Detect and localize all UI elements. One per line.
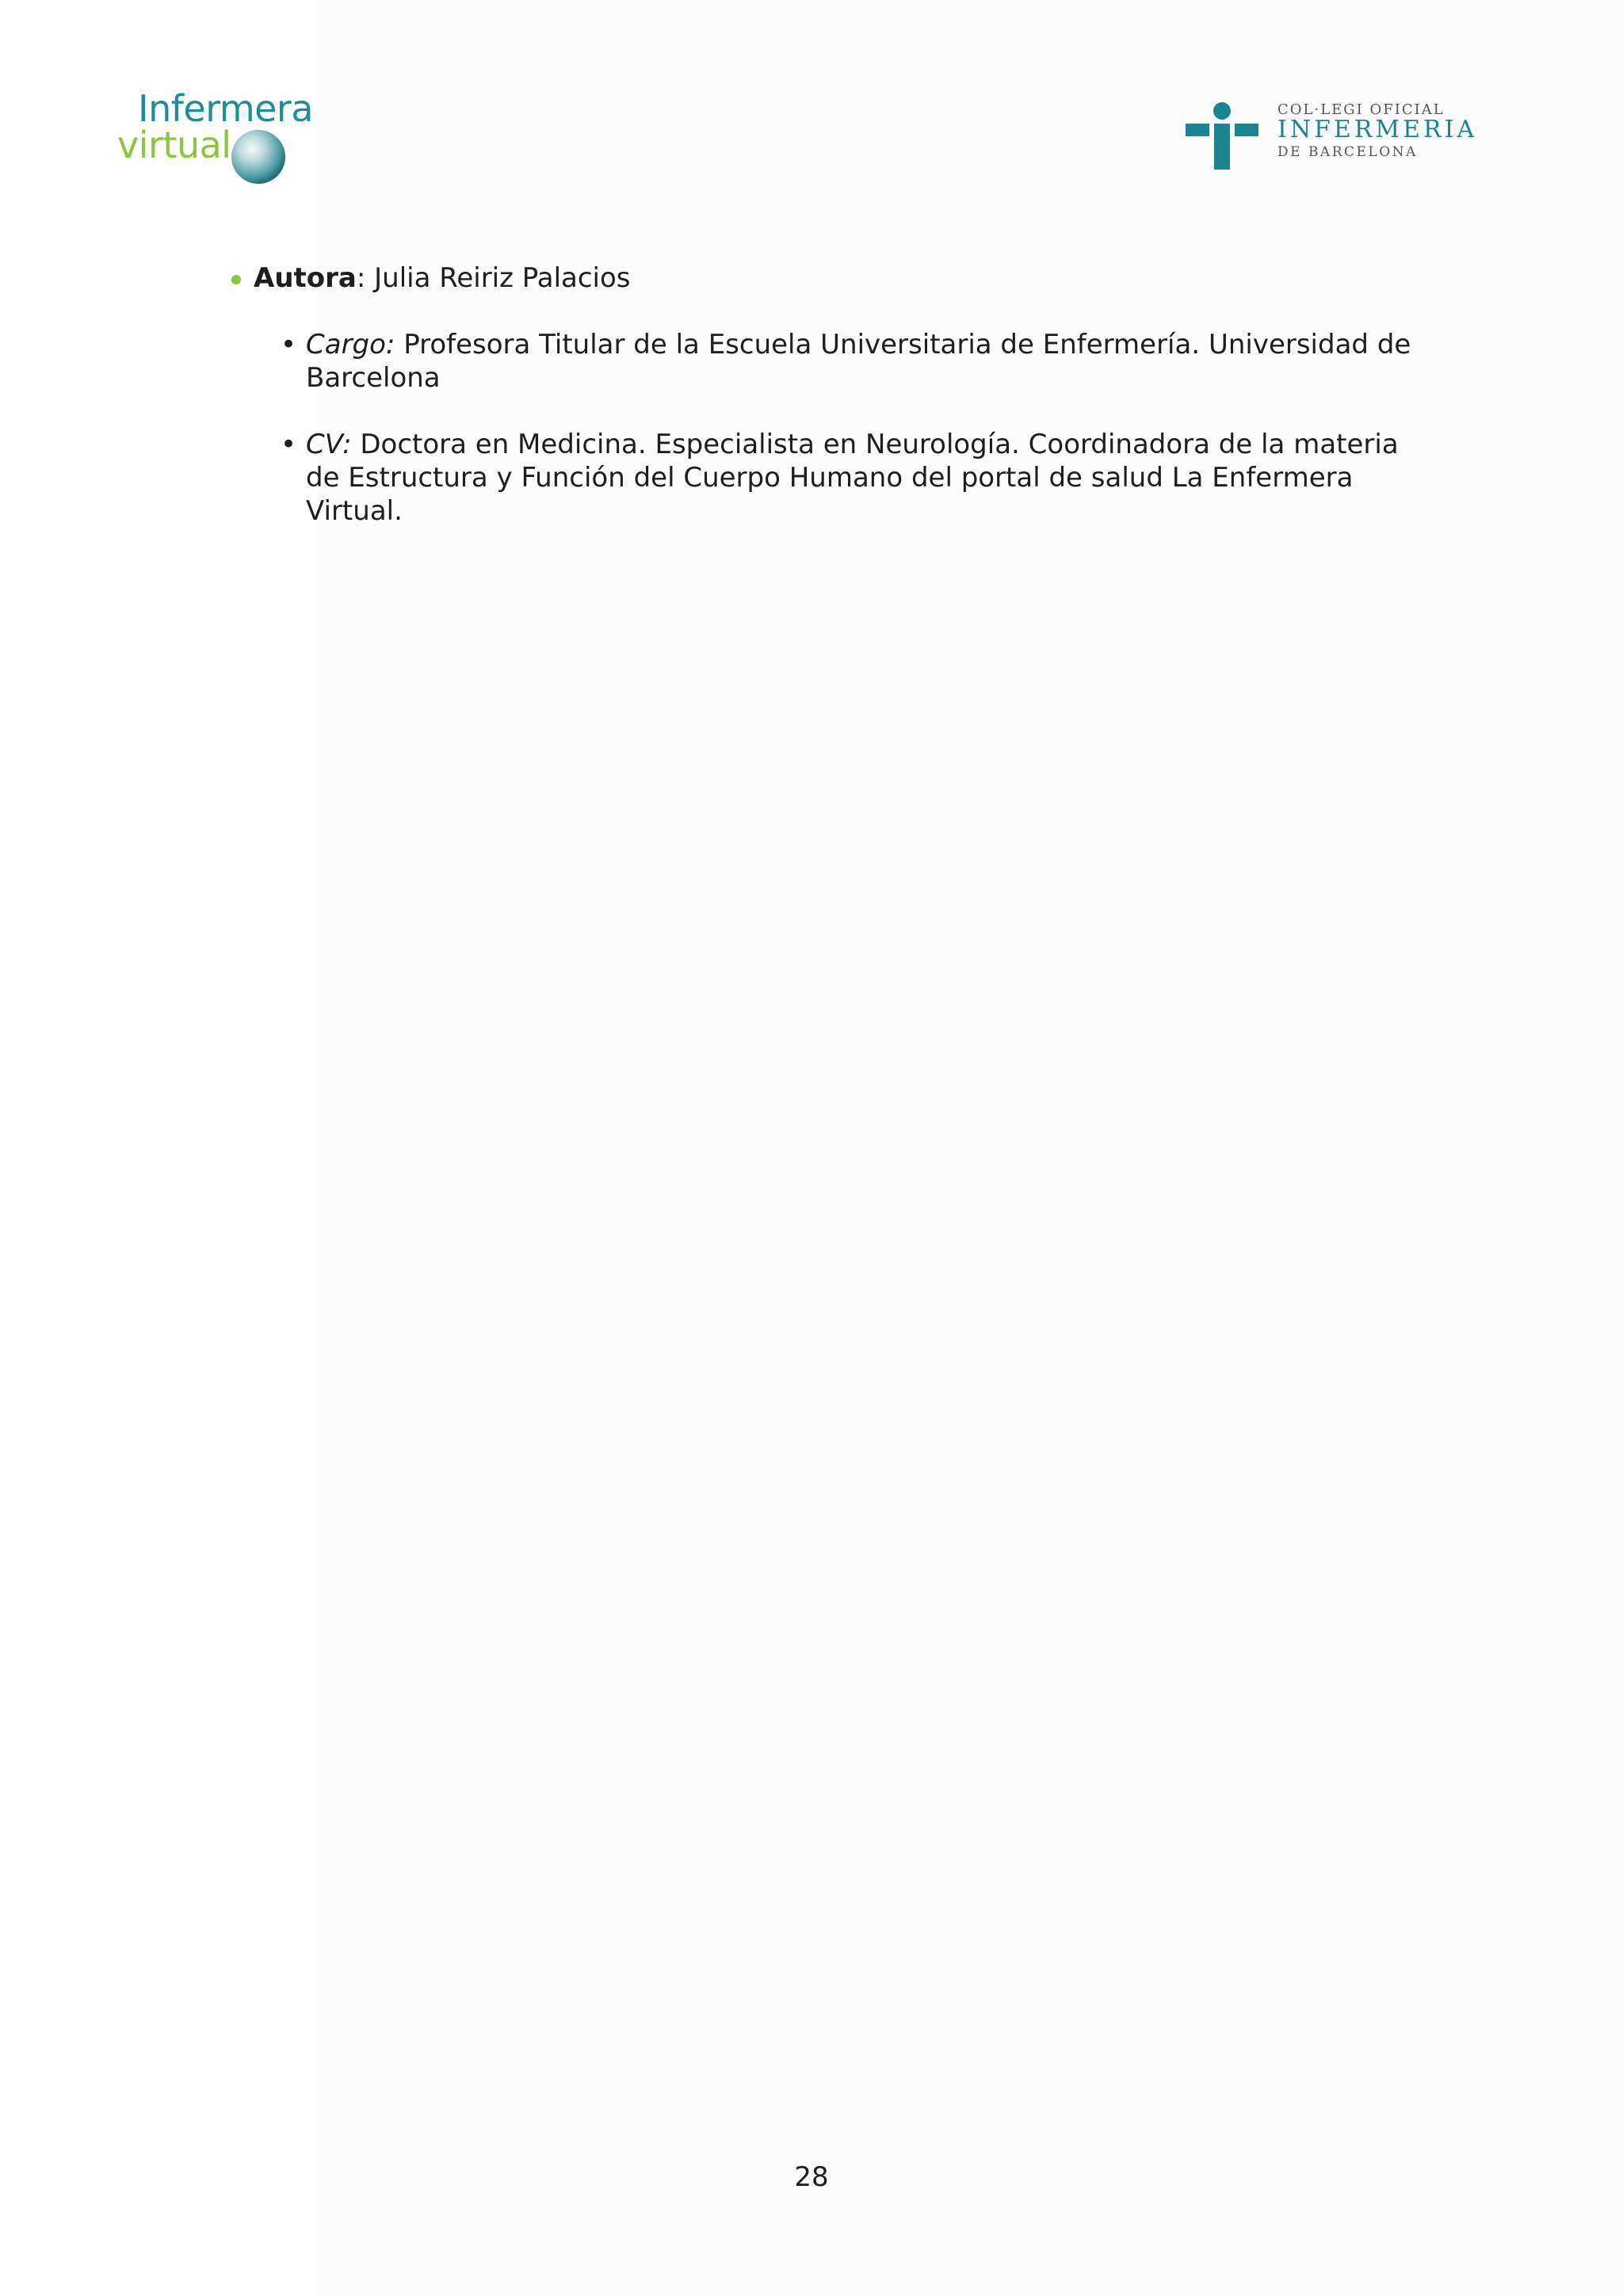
author-item [227,261,1463,295]
detail-item-cargo [281,328,1439,395]
author-name: Julia Reiriz Palacios [365,262,631,294]
cv-label: CV: [306,429,352,460]
bullet-icon: • [281,329,297,360]
nursing-cross-icon [1186,101,1258,170]
detail-item-cv [281,428,1439,528]
logo-word-infermera: Infermera [138,87,314,130]
infermera-virtual-logo [117,87,323,190]
logo-text-collegi: COL·LEGI OFICIAL [1277,101,1445,118]
globe-icon [230,128,287,185]
bullet-icon: • [281,429,297,460]
cv-text: Doctora en Medicina. Especialista en Neurología. Coordinadora de la materia de Estructura y Función del Cuerpo Humano del portal de salud La Enfermera Virtual. [306,429,1399,527]
page-number: 28 [794,2161,829,2193]
author-separator: : [356,262,366,294]
collegi-infermeria-logo [1186,98,1487,177]
logo-word-virtual: virtual [117,124,231,166]
author-label: Autora [254,262,357,294]
green-bullet-icon [231,275,241,284]
cargo-label: Cargo: [306,329,395,360]
cargo-text: Profesora Titular de la Escuela Universitaria de Enfermería. Universidad de Barcelona [306,329,1411,394]
author-section [227,261,1463,528]
logo-text-barcelona: DE BARCELONA [1277,144,1418,160]
logo-text-infermeria: INFERMERIA [1277,116,1478,143]
